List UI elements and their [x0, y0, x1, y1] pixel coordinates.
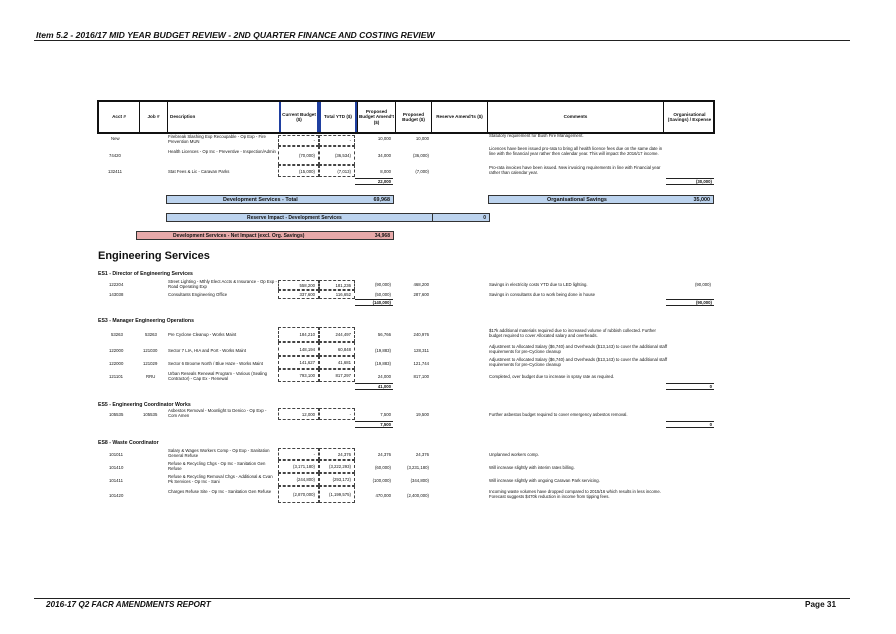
es3-row-1-ytd: 244,497 — [319, 327, 355, 342]
dev-row-3-ytd: (7,013) — [319, 165, 355, 177]
es3-row-2-amend: (19,883) — [374, 348, 391, 353]
es8-row-1-comment: Unplanned workers comp. — [489, 452, 539, 457]
net-impact-value: 34,968 — [374, 232, 390, 239]
es3-row-4-job: RRU — [146, 374, 156, 379]
es3-row-1-desc: Pre Cyclone Cleanup - Works Maint — [168, 332, 237, 337]
es5-row-1-job: 105535 — [143, 412, 158, 417]
es8-row-4-amend: 470,000 — [375, 493, 391, 498]
es3-row-3-current: 141,627 — [278, 356, 319, 369]
es1-row-1-current: 558,200 — [278, 280, 319, 290]
es3-row-3-ytd: 41,681 — [319, 356, 355, 369]
footer-rule — [34, 598, 850, 599]
col-org: Organisational (Savings) / Expense — [663, 102, 715, 132]
es1-row-1-ytd: 181,236 — [319, 280, 355, 290]
es8-row-3-ytd: (293,172) — [319, 473, 355, 486]
es1-row-2-current: 337,600 — [278, 290, 319, 299]
section-title-engineering: Engineering Services — [98, 250, 210, 262]
es8-row-1-current: - — [278, 448, 319, 460]
es8-row-4-current: (2,870,000) — [278, 486, 319, 503]
es8-row-2-ytd: (3,222,293) — [319, 460, 355, 473]
dev-row-2-current: (70,000) — [278, 146, 319, 165]
es1-row-2-comment: Savings in consultants due to work being done in house — [489, 292, 596, 297]
es1-row-2-proposed: 287,600 — [413, 292, 429, 297]
col-current-budget: Current Budget ($) — [279, 102, 319, 132]
es1-row-2-amend: (50,000) — [374, 292, 391, 297]
net-impact-bar — [136, 231, 394, 240]
dev-row-2-comment: Licences have been issued pro-rata to bring all health licence fees due on the same date in line with the financial year rather then calendar year. This will impact the 2016/17 income. — [489, 146, 663, 156]
es3-row-4-desc: Urban Reseals Renewal Program - Various (Sealing Contractor) - Cap Ex - Renewal — [168, 371, 268, 381]
es5-row-1-proposed: 19,500 — [415, 412, 429, 417]
es3-row-2-current: 148,194 — [278, 342, 319, 356]
dev-row-2-proposed: (36,000) — [412, 153, 429, 158]
dev-row-1-acct: New — [111, 136, 120, 141]
es3-row-1-proposed: 240,976 — [413, 332, 429, 337]
es8-row-1-amend: 24,376 — [377, 452, 391, 457]
es3-row-4-comment: Completed, over budget due to increase in spray rate as required. — [489, 374, 615, 379]
dev-row-3-amend: 8,000 — [380, 169, 391, 174]
es3-row-1-current: 184,210 — [278, 327, 319, 342]
dev-row-1-desc: Firebreak Slashing Exp Recoupable - Op Exp - Fire Prevention MUN — [168, 134, 266, 144]
dev-row-2-amend: 34,000 — [377, 153, 391, 158]
es3-row-3-proposed: 121,744 — [413, 361, 429, 366]
reserve-impact-label: Reserve Impact - Development Services — [247, 214, 342, 221]
dev-subtotal-org: (30,000) — [666, 178, 714, 185]
es8-row-3-acct: 101411 — [109, 478, 124, 483]
dev-subtotal-amend: 22,000 — [355, 178, 393, 185]
dev-row-3-acct: 132411 — [108, 169, 123, 174]
col-proposed-budget: Proposed Budget ($) — [395, 102, 431, 132]
org-savings-bar — [488, 195, 714, 204]
es1-row-2-desc: Consultants Engineering Office — [168, 292, 228, 297]
es5-row-1-desc: Asbestos Removal - Moonlight to Denico - Op Exp - Com Amen — [168, 408, 267, 418]
org-savings-label: Organisational Savings — [547, 196, 607, 203]
es3-row-3-desc: Sector 6 Broome North / Blue Haze - Works Maint — [168, 361, 263, 366]
page-header-title: Item 5.2 - 2016/17 MID YEAR BUDGET REVIEW - 2ND QUARTER FINANCE AND COSTING REVIEW — [36, 30, 435, 40]
es1-row-1-amend: (90,000) — [374, 282, 391, 287]
es8-row-2-amend: (60,000) — [374, 465, 391, 470]
es8-row-3-proposed: (344,800) — [410, 478, 429, 483]
col-job: Job # — [139, 102, 167, 132]
dev-row-3-comment: Pro-rata invoices have been issued. New invoicing requirements in line with Financial year rather than calendar year. — [489, 165, 661, 175]
es8-row-4-proposed: (2,400,000) — [407, 493, 429, 498]
es8-row-3-desc: Refuse & Recycling Removal Chgs - Additional & Cvan Pk Services - Op Inc - Sani — [168, 474, 273, 484]
es5-row-1-comment: Further asbestos budget required to cover emergency asbestos removal. — [489, 412, 628, 417]
es3-row-3-amend: (19,883) — [374, 361, 391, 366]
dev-row-1-current: - — [278, 135, 319, 146]
es8-row-2-comment: Will increase slightly with interim rates billing. — [489, 465, 575, 470]
es1-subtotal-org: (90,000) — [666, 299, 714, 306]
reserve-divider — [432, 213, 433, 222]
es5-title: ES5 - Engineering Coordinator Works — [98, 402, 191, 408]
es8-row-2-current: (3,171,180) — [278, 460, 319, 473]
reserve-impact-value: 0 — [483, 214, 486, 221]
dev-total-value: 69,968 — [373, 196, 390, 203]
es5-subtotal-amend: 7,500 — [355, 421, 393, 428]
es8-row-3-amend: (100,000) — [372, 478, 391, 483]
dev-row-1-comment: Statutory requirement for Bush Fire Management. — [489, 133, 584, 138]
es3-row-1-job: 53263 — [145, 332, 157, 337]
dev-row-3-proposed: (7,000) — [415, 169, 429, 174]
es1-row-1-proposed: 468,200 — [413, 282, 429, 287]
es8-row-2-acct: 101410 — [109, 465, 124, 470]
es3-row-3-comment: Adjustment to Allocated Salary ($6,740) and Overheads ($13,143) to cover the additional staff requirements for pre-Cyclone cleanup — [489, 357, 668, 367]
es8-title: ES8 - Waste Coordinator — [98, 440, 159, 446]
dev-row-2-ytd: (36,534) — [319, 146, 355, 165]
es3-subtotal-amend: 41,000 — [355, 383, 393, 390]
es3-row-2-job: 121030 — [143, 348, 158, 353]
col-desc: Description — [167, 102, 279, 132]
col-acct: Acct # — [112, 114, 126, 120]
es3-row-2-comment: Adjustment to Allocated Salary ($6,740) and Overheads ($13,143) to cover the additional staff requirements for pre-Cyclone cleanup — [489, 344, 668, 354]
es3-row-4-current: 793,100 — [278, 369, 319, 382]
es3-row-3-job: 121029 — [143, 361, 158, 366]
es1-row-2-acct: 143038 — [109, 292, 124, 297]
es1-row-2-ytd: 116,652 — [319, 290, 355, 299]
es5-subtotal-org: 0 — [666, 421, 714, 428]
es3-title: ES3 - Manager Engineering Operations — [98, 318, 194, 324]
col-total-ytd: Total YTD ($) — [319, 102, 357, 132]
es8-row-1-acct: 101011 — [109, 452, 124, 457]
es1-subtotal-amend: (140,000) — [355, 299, 393, 306]
es1-row-1-comment: Savings in electricity costs YTD due to LED lighting. — [489, 282, 588, 287]
col-reserve: Reserve Amend'ts ($) — [431, 102, 487, 132]
es8-row-1-ytd: 24,376 — [319, 448, 355, 460]
es3-row-2-desc: Sector 7 LIA, HIA and Port - Works Maint — [168, 348, 247, 353]
es3-row-2-acct: 122000 — [109, 348, 124, 353]
es8-row-4-ytd: (1,199,575) — [319, 486, 355, 503]
es3-row-1-acct: 53263 — [111, 332, 123, 337]
es8-row-1-proposed: 24,376 — [415, 452, 429, 457]
es3-row-2-ytd: 60,848 — [319, 342, 355, 356]
dev-row-2-acct: 74420 — [109, 153, 121, 158]
es5-row-1-ytd: - — [319, 408, 355, 420]
col-proposed-amend: Proposed Budget Amend't ($) — [357, 102, 395, 132]
es5-row-1-amend: 7,500 — [380, 412, 391, 417]
dev-row-1-ytd: - — [319, 135, 355, 146]
dev-row-1-amend: 10,000 — [377, 136, 391, 141]
es8-row-1-desc: Salary & Wages Workers Comp - Op Exp - Sanitation General Refuse — [168, 448, 270, 458]
es1-row-1-acct: 122204 — [109, 282, 124, 287]
es3-subtotal-org: 0 — [666, 383, 714, 390]
dev-row-1-proposed: 10,000 — [415, 136, 429, 141]
es3-row-1-amend: 56,766 — [377, 332, 391, 337]
reserve-impact-bar — [166, 213, 490, 222]
es3-row-2-proposed: 128,311 — [413, 348, 429, 353]
es3-row-4-proposed: 817,100 — [413, 374, 429, 379]
es1-row-1-org: (90,000) — [694, 282, 711, 287]
net-impact-label: Development Services - Net Impact (excl. Org. Savings) — [173, 232, 305, 239]
es3-row-4-ytd: 817,297 — [319, 369, 355, 382]
dev-row-2-desc: Health Licences - Op Inc - Preventive - Inspection/Admin — [168, 149, 276, 154]
es8-row-3-comment: Will increase slightly with ongoing Caravan Park servicing. — [489, 478, 600, 483]
es3-row-1-comment: $17k additional materials required due to increased volume of rubbish collected. Further budget required to cover Allocated salary and overheads. — [489, 328, 656, 338]
es1-title: ES1 - Director of Engineering Services — [98, 271, 193, 277]
dev-total-bar — [166, 195, 394, 204]
es3-row-3-acct: 122000 — [109, 361, 124, 366]
es3-row-4-amend: 24,000 — [377, 374, 391, 379]
es5-row-1-acct: 105535 — [109, 412, 124, 417]
es8-row-4-desc: Charges Refuse Site - Op Inc - Sanitation Gen Refuse — [168, 489, 272, 494]
es8-row-2-desc: Refuse & Recycling Chgs - Op Inc - Sanitation Gen Refuse — [168, 461, 266, 471]
es1-row-1-desc: Street Lighting - Mthly Elect Accts & Insurance - Op Exp - Road Operating Exp — [168, 279, 277, 289]
es8-row-4-acct: 101420 — [109, 493, 124, 498]
footer-report-title: 2016-17 Q2 FACR AMENDMENTS REPORT — [46, 600, 211, 609]
header-rule — [34, 40, 850, 41]
es8-row-4-comment: Incoming waste volumes have dropped compared to 2015/16 which results in less income. Forecast suggests $470k reduction in income from tipping fees. — [489, 489, 661, 499]
es5-row-1-current: 12,000 — [278, 408, 319, 420]
dev-total-label: Development Services - Total — [223, 196, 298, 203]
dev-row-3-desc: Stat Fees & Lic - Caravan Parks — [168, 169, 230, 174]
org-savings-value: 35,000 — [693, 196, 710, 203]
dev-row-3-current: (15,000) — [278, 165, 319, 177]
table-header — [97, 100, 715, 134]
es8-row-3-current: (244,800) — [278, 473, 319, 486]
es3-row-4-acct: 121101 — [109, 374, 124, 379]
page-number: Page 31 — [805, 600, 836, 609]
es8-row-2-proposed: (3,231,180) — [407, 465, 429, 470]
col-comments: Comments — [487, 102, 663, 132]
